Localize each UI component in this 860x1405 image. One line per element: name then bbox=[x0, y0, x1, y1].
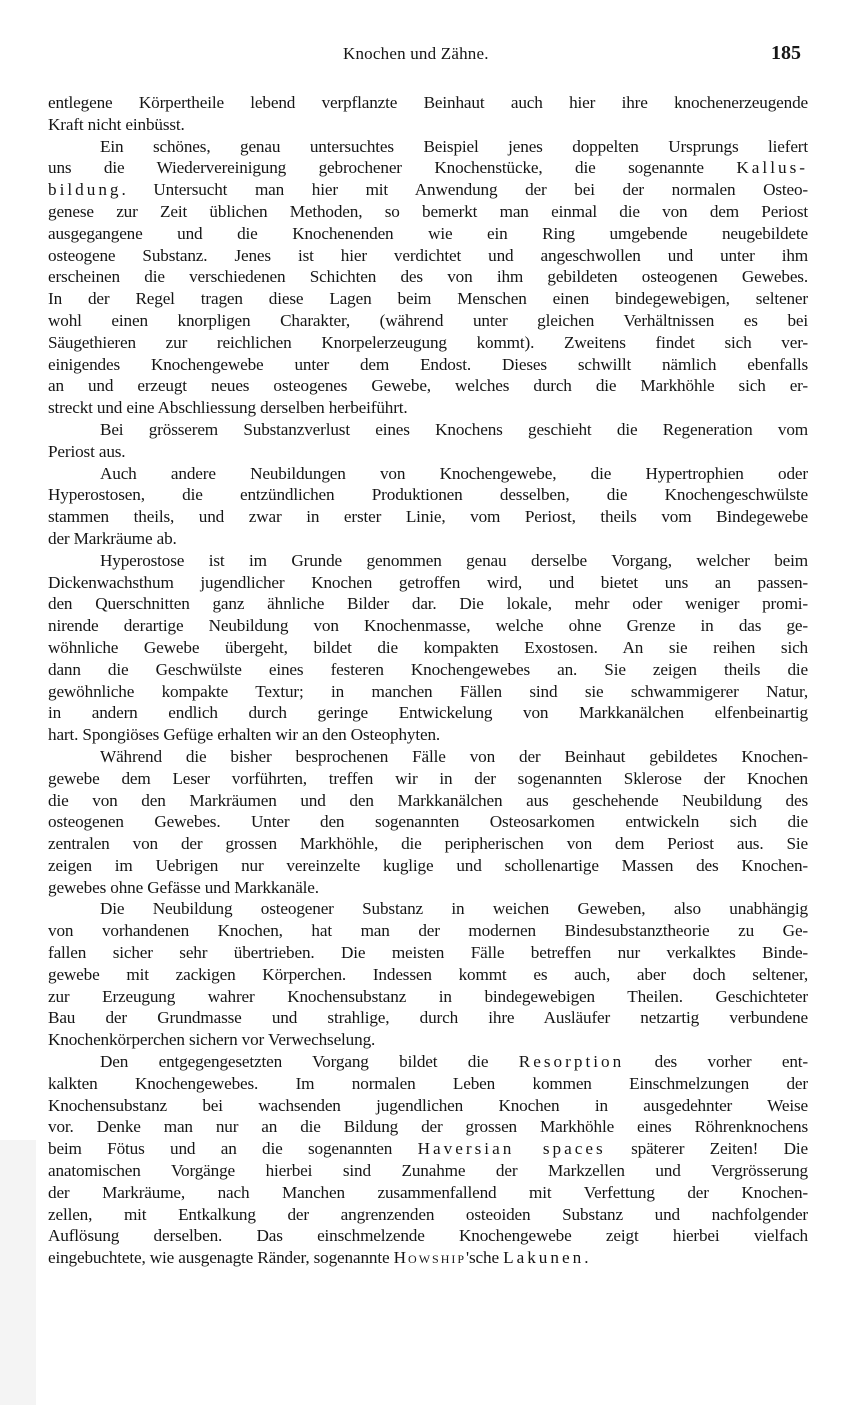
text-run: zellen, mit Entkalkung der angrenzenden osteoiden Substanz und nachfolgender bbox=[48, 1204, 808, 1224]
text-run: des vorher ent- bbox=[624, 1052, 809, 1072]
text-line bbox=[48, 877, 808, 899]
text-run: erscheinen die verschiedenen Schichten des von ihm gebildeten osteogenen Gewebes. bbox=[48, 267, 808, 287]
text-line bbox=[48, 1225, 808, 1247]
text-run: von vorhandenen Knochen, hat man der modernen Bindesubstanztheorie zu Ge- bbox=[48, 921, 808, 941]
text-run: wohl einen knorpligen Charakter, (während unter gleichen Verhältnissen es bei bbox=[48, 310, 808, 330]
text-line bbox=[48, 942, 808, 964]
text-run: den Querschnitten ganz ähnliche Bilder dar. Die lokale, mehr oder weniger promi- bbox=[48, 594, 808, 614]
text-run: Säugethieren zur reichlichen Knorpelerzeugung kommt). Zweitens findet sich ver- bbox=[48, 332, 808, 352]
text-line bbox=[48, 681, 808, 703]
text-line bbox=[48, 136, 808, 158]
text-run: zur Erzeugung wahrer Knochensubstanz in bindegewebigen Theilen. Geschichteter bbox=[48, 986, 808, 1006]
text-line bbox=[48, 659, 808, 681]
text-line bbox=[48, 310, 808, 332]
text-run: zentralen von der grossen Markhöhle, die peripherischen von dem Periost aus. Sie bbox=[48, 834, 808, 854]
text-run: gewebe mit zackigen Körperchen. Indessen kommt es auch, aber doch seltener, bbox=[48, 964, 808, 984]
text-run: gewebes ohne Gefässe und Markkanäle. bbox=[48, 877, 319, 897]
text-line bbox=[48, 92, 808, 114]
text-run: In der Regel tragen diese Lagen beim Menschen einen bindegewebigen, seltener bbox=[48, 289, 808, 309]
text-line bbox=[48, 964, 808, 986]
text-line bbox=[48, 201, 808, 223]
text-run: Hyperostosen, die entzündlichen Produktionen desselben, die Knochengeschwülste bbox=[48, 485, 808, 505]
text-run: kalkten Knochengewebes. Im normalen Leben kommen Einschmelzungen der bbox=[48, 1073, 808, 1093]
text-run: stammen theils, und zwar in erster Linie, vom Periost, theils vom Bindegewebe bbox=[48, 507, 808, 527]
text-line bbox=[48, 702, 808, 724]
text-run: einigendes Knochengewebe unter dem Endost. Dieses schwillt nämlich ebenfalls bbox=[48, 354, 808, 374]
text-line bbox=[48, 637, 808, 659]
text-run: Bau der Grundmasse und strahlige, durch ihre Ausläufer netzartig verbundene bbox=[48, 1008, 808, 1028]
text-run: genese zur Zeit üblichen Methoden, so bemerkt man einmal die von dem Periost bbox=[48, 201, 808, 221]
text-run: streckt und eine Abschliessung derselben herbeiführt. bbox=[48, 398, 408, 418]
text-run: nirende derartige Neubildung von Knochenmasse, welche ohne Grenze in das ge- bbox=[48, 616, 808, 636]
text-run: Knochenkörperchen sichern vor Verwechselung. bbox=[48, 1030, 376, 1050]
text-line bbox=[48, 179, 808, 201]
paragraph bbox=[48, 898, 808, 1051]
text-run: anatomischen Vorgänge hierbei sind Zunahme der Markzellen und Vergrösserung bbox=[48, 1161, 808, 1181]
text-run: gewebe dem Leser vorführten, treffen wir in der sogenannten Sklerose der Knochen bbox=[48, 768, 808, 788]
paragraph bbox=[48, 463, 808, 550]
text-line bbox=[48, 1182, 808, 1204]
text-line bbox=[48, 811, 808, 833]
text-line bbox=[48, 790, 808, 812]
text-line bbox=[48, 855, 808, 877]
text-run: Die Neubildung osteogener Substanz in weichen Geweben, also unabhängig bbox=[100, 899, 808, 919]
text-line bbox=[48, 746, 808, 768]
text-line bbox=[48, 833, 808, 855]
text-run: die von den Markräumen und den Markkanälchen aus geschehende Neubildung des bbox=[48, 790, 808, 810]
text-run: osteogene Substanz. Jenes ist hier verdichtet und angeschwollen und unter ihm bbox=[48, 245, 808, 265]
text-line bbox=[48, 375, 808, 397]
text-line bbox=[48, 266, 808, 288]
page-header bbox=[0, 44, 860, 68]
text-run: Dickenwachsthum jugendlicher Knochen getroffen wird, und bietet uns an passen- bbox=[48, 572, 808, 592]
text-line bbox=[48, 506, 808, 528]
text-run: . Untersucht man hier mit Anwendung der bei der normalen Osteo- bbox=[121, 180, 808, 200]
text-run: fallen sicher sehr übertrieben. Die meisten Fälle betreffen nur verkalktes Binde- bbox=[48, 943, 808, 963]
text-line bbox=[48, 288, 808, 310]
paragraph bbox=[48, 92, 808, 136]
text-run: entlegene Körpertheile lebend verpflanzte Beinhaut auch hier ihre knochenerzeugende bbox=[48, 93, 808, 112]
text-run: an und erzeugt neues osteogenes Gewebe, welches durch die Markhöhle sich er- bbox=[48, 376, 808, 396]
text-line bbox=[48, 441, 808, 463]
emphasized-text: Kallus- bbox=[736, 158, 808, 178]
text-run: der Markräume, nach Manchen zusammenfallend mit Verfettung der Knochen- bbox=[48, 1182, 808, 1202]
text-line bbox=[48, 484, 808, 506]
text-line bbox=[48, 920, 808, 942]
text-line bbox=[48, 419, 808, 441]
body-text bbox=[48, 92, 808, 1269]
text-run: in andern endlich durch geringe Entwickelung von Markkanälchen elfenbeinartig bbox=[48, 703, 808, 723]
text-line bbox=[48, 986, 808, 1008]
paragraph bbox=[48, 1051, 808, 1269]
text-line bbox=[48, 1095, 808, 1117]
text-run: Knochensubstanz bei wachsenden jugendlichen Knochen in ausgedehnter Weise bbox=[48, 1095, 808, 1115]
text-line bbox=[48, 397, 808, 419]
text-run: Periost aus. bbox=[48, 441, 126, 461]
text-run: wöhnliche Gewebe übergeht, bildet die kompakten Exostosen. An sie reihen sich bbox=[48, 637, 808, 657]
text-line bbox=[48, 463, 808, 485]
text-run: Auch andere Neubildungen von Knochengewebe, die Hypertrophien oder bbox=[100, 463, 808, 483]
text-line bbox=[48, 354, 808, 376]
text-run: späterer Zeiten! Die bbox=[605, 1139, 808, 1159]
paragraph bbox=[48, 550, 808, 746]
scan-edge-shading bbox=[0, 1140, 36, 1405]
text-run: Bei grösserem Substanzverlust eines Knochens geschieht die Regeneration vom bbox=[100, 419, 808, 439]
text-run: Hyperostose ist im Grunde genommen genau derselbe Vorgang, welcher beim bbox=[100, 550, 808, 570]
text-run: eingebuchtete, wie ausgenagte Ränder, sogenannte bbox=[48, 1248, 394, 1268]
text-run: uns die Wiedervereinigung gebrochener Knochenstücke, die sogenannte bbox=[48, 158, 737, 178]
text-line bbox=[48, 1160, 808, 1182]
text-run: dann die Geschwülste eines festeren Knochengewebes an. Sie zeigen theils die bbox=[48, 659, 808, 679]
emphasized-text: Haversian spaces bbox=[417, 1139, 606, 1159]
text-line bbox=[48, 1247, 808, 1269]
text-line bbox=[48, 1051, 808, 1073]
emphasized-text: Lakunen. bbox=[503, 1248, 592, 1268]
text-line bbox=[48, 245, 808, 267]
text-run: zeigen im Uebrigen nur vereinzelte kuglige und schollenartige Massen des Knochen- bbox=[48, 855, 808, 875]
text-line bbox=[48, 898, 808, 920]
text-line bbox=[48, 1073, 808, 1095]
text-line bbox=[48, 724, 808, 746]
text-line bbox=[48, 572, 808, 594]
text-run: vor. Denke man nur an die Bildung der grossen Markhöhle eines Röhrenknochens bbox=[48, 1117, 808, 1137]
text-run: Kraft nicht einbüsst. bbox=[48, 114, 185, 134]
text-line bbox=[48, 528, 808, 550]
text-line bbox=[48, 1138, 808, 1160]
text-run: ausgegangene und die Knochenenden wie ein Ring umgebende neugebildete bbox=[48, 223, 808, 243]
text-run: hart. Spongiöses Gefüge erhalten wir an den Osteophyten. bbox=[48, 725, 441, 745]
text-line bbox=[48, 114, 808, 136]
text-line bbox=[48, 1007, 808, 1029]
text-run: der Markräume ab. bbox=[48, 528, 177, 548]
text-run: Den entgegengesetzten Vorgang bildet die bbox=[100, 1052, 519, 1072]
running-title: Knochen und Zähne. bbox=[343, 44, 489, 63]
text-line bbox=[48, 1204, 808, 1226]
author-name: Howship bbox=[393, 1248, 467, 1268]
text-line bbox=[48, 223, 808, 245]
text-line bbox=[48, 1116, 808, 1138]
text-line bbox=[48, 157, 808, 179]
text-run: Auflösung derselben. Das einschmelzende Knochengewebe zeigt hierbei vielfach bbox=[48, 1226, 808, 1246]
paragraph bbox=[48, 746, 808, 899]
text-run: Ein schönes, genau untersuchtes Beispiel jenes doppelten Ursprungs liefert bbox=[100, 136, 808, 156]
page-number: 185 bbox=[771, 42, 801, 64]
text-line bbox=[48, 1029, 808, 1051]
text-line bbox=[48, 615, 808, 637]
text-run: beim Fötus und an die sogenannten bbox=[48, 1139, 418, 1159]
paragraph bbox=[48, 136, 808, 419]
paragraph bbox=[48, 419, 808, 463]
text-line bbox=[48, 550, 808, 572]
text-line bbox=[48, 768, 808, 790]
text-line bbox=[48, 332, 808, 354]
text-run: Während die bisher besprochenen Fälle von der Beinhaut gebildetes Knochen- bbox=[100, 746, 808, 766]
emphasized-text: Resorption bbox=[518, 1052, 625, 1072]
text-run: osteogenen Gewebes. Unter den sogenannten Osteosarkomen entwickeln sich die bbox=[48, 812, 808, 832]
emphasized-text: bildung bbox=[48, 180, 122, 200]
text-line bbox=[48, 593, 808, 615]
text-run: gewöhnliche kompakte Textur; in manchen Fällen sind sie schwammigerer Natur, bbox=[48, 681, 808, 701]
text-run: 'sche bbox=[466, 1248, 504, 1268]
